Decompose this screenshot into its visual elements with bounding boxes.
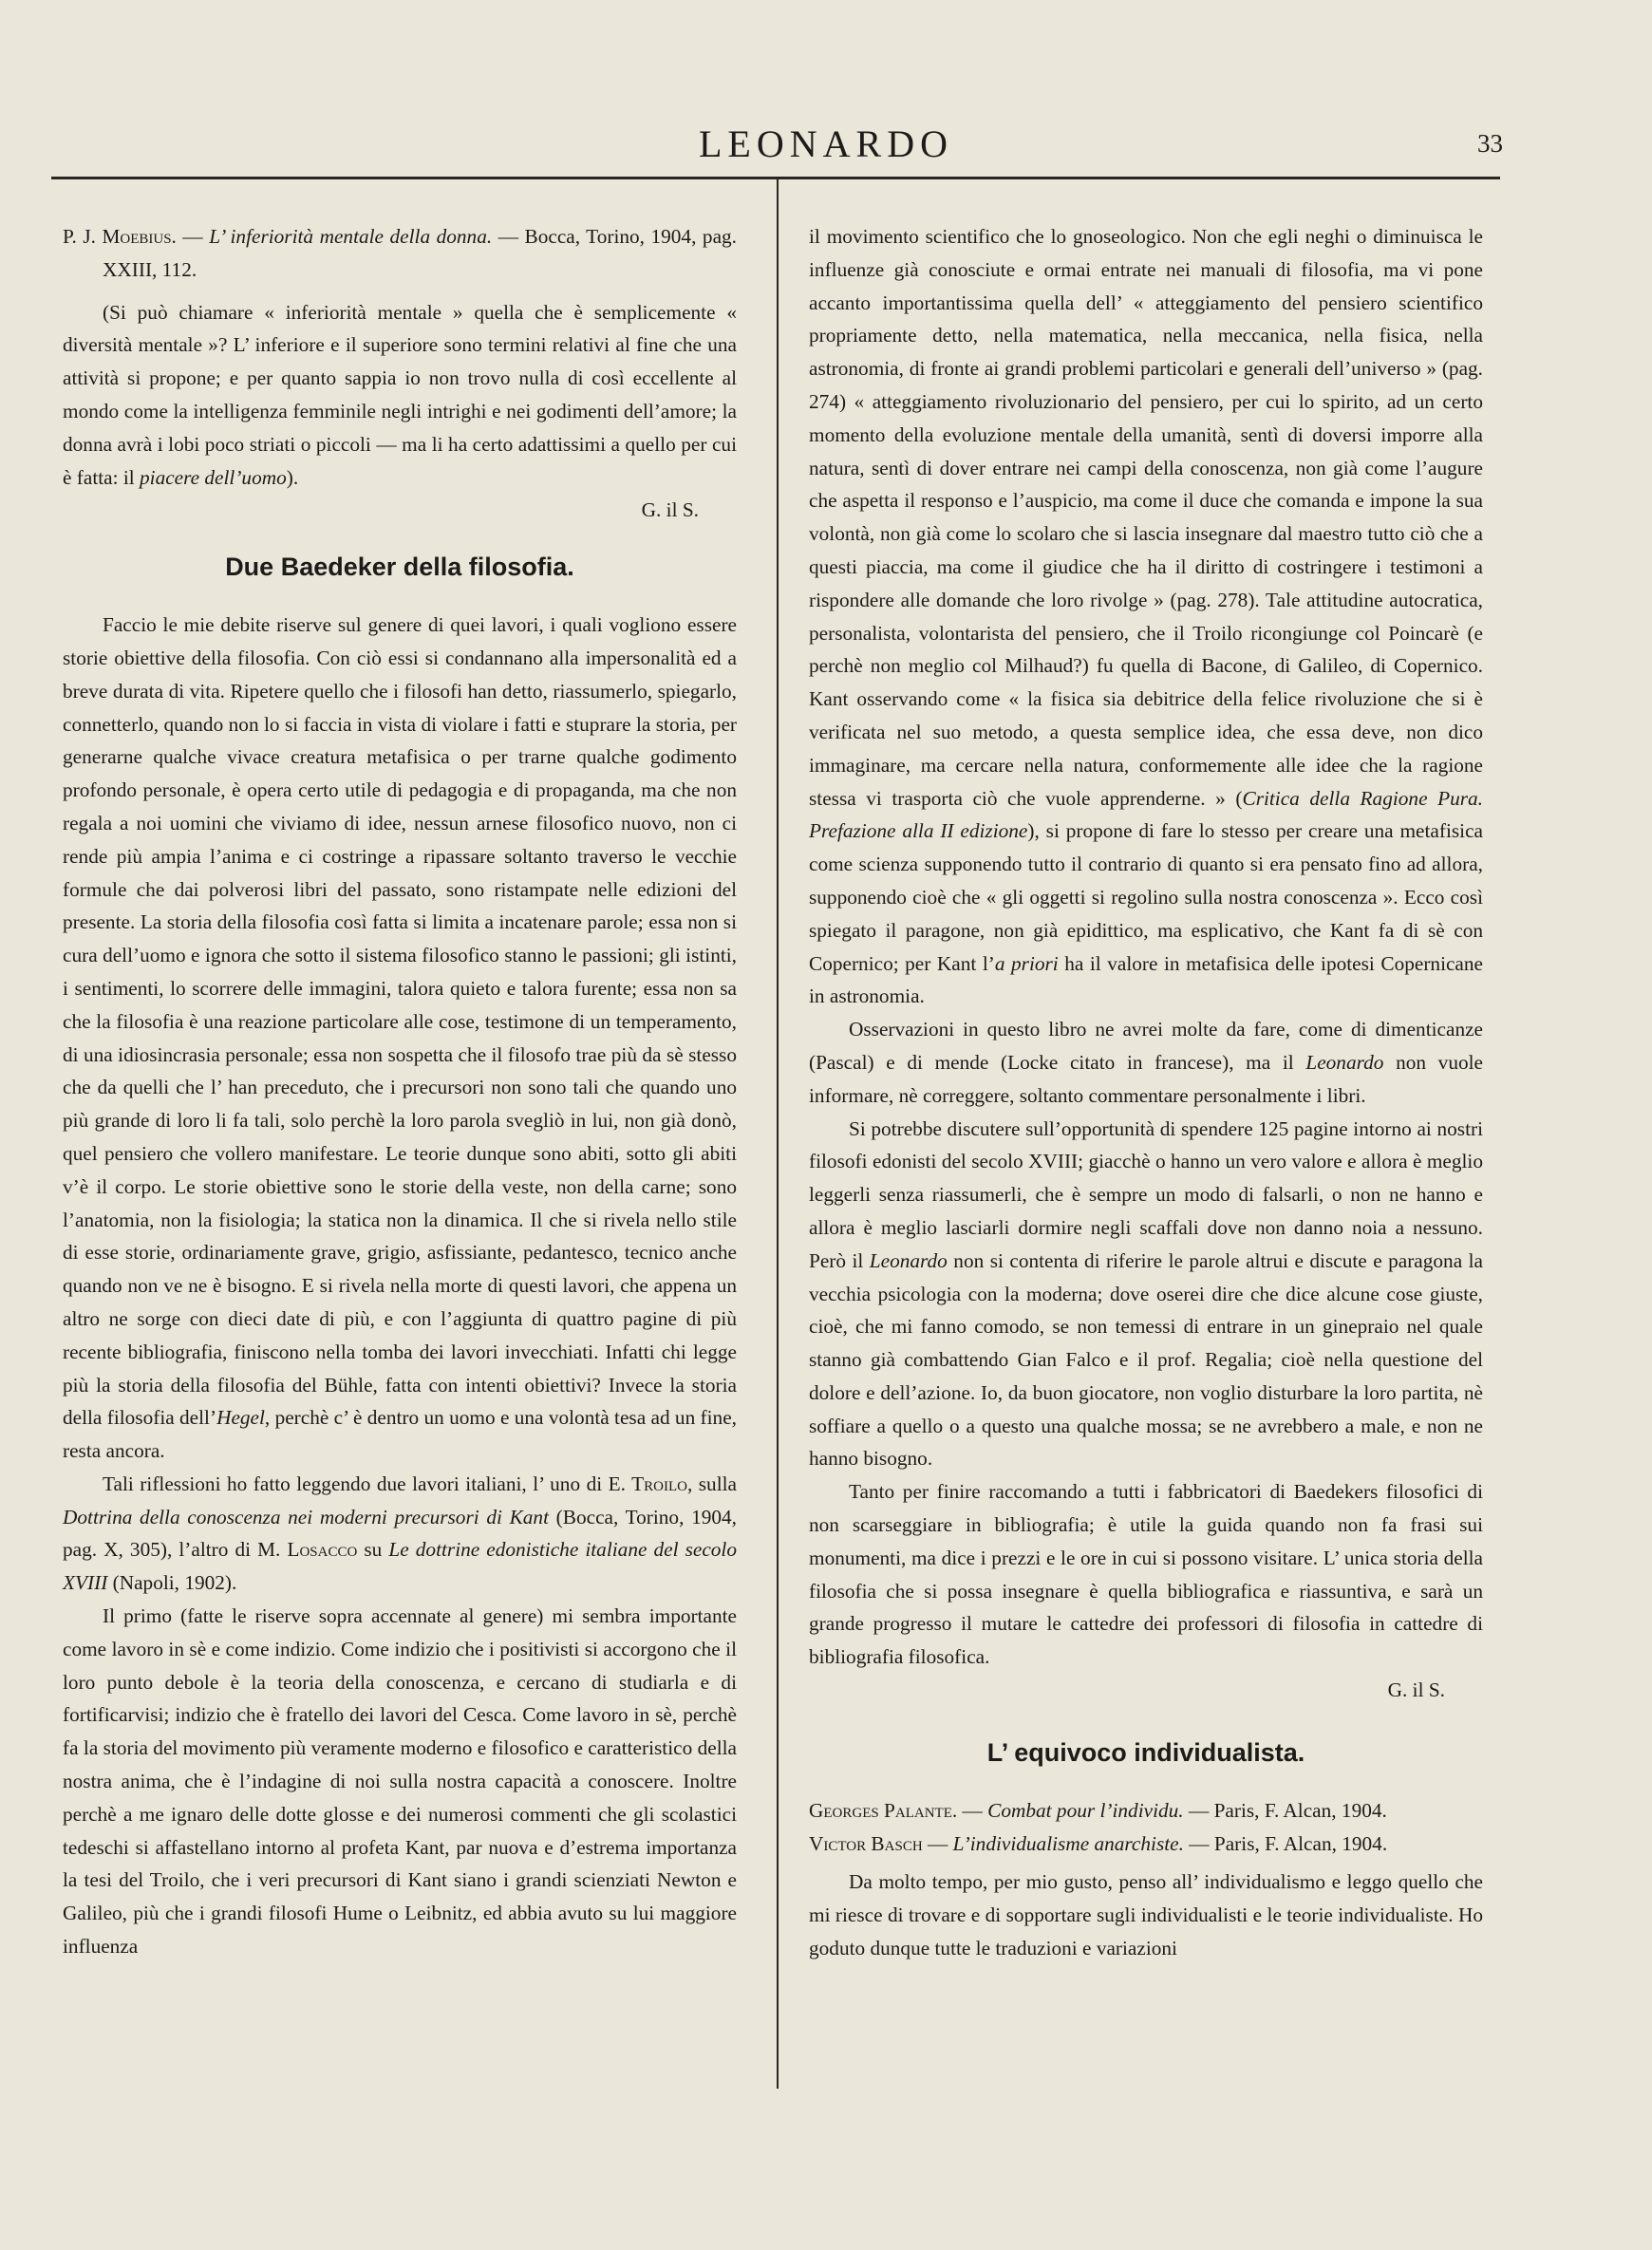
- section-title-individualista: L’ equivoco individualista.: [986, 1737, 1305, 1767]
- review-signature: G. il S.: [641, 498, 699, 522]
- right-column: [809, 220, 1483, 1965]
- paragraph: Faccio le mie debite riserve sul genere di quei lavori, i quali vogliono essere storie obiettive della filosofia. Con ciò essi si condannano alla impersonalità ed a breve durata di vita. Ripetere quello che i filosofi han detto, riassumerlo, spiegarlo, connetterlo, quando non lo si faccia in vista di violare i fatti e stuprare la storia, per generarne qualche vivace creatura metafisica o per trarne qualche godimento profondo personale, è opera certo utile di pedagogia e di propaganda, ma che non regala a noi uomini che viviamo di idee, nessun arnese filosofico nuovo, non ci rende più ampia l’anima e ci costringe a ripassare soltanto traverso le vecchie formule che dai polverosi libri del passato, sono ristampate nelle edizioni del presente. La storia della filosofia così fatta si limita a incatenare parole; essa non si cura dell’uomo e ignora che sotto il sistema filosofico stanno le passioni; gli istinti, i sentimenti, lo scorrere delle immagini, talora quieto e talora furente; essa non sa che la filosofia è una reazione particolare alle cose, testimone di un temperamento, di una idiosincrasia personale; essa non sospetta che il filosofo trae più da sè stesso che da quelli che l’ han preceduto, che i precursori non sono tali che quando uno più grande di loro li fa tali, solo perchè la loro parola svegliò in lui, non già donò, quel pensiero che vollero manifestare. Le teorie dunque sono abiti, sotto gli abiti v’è il corpo. Le storie obiettive sono le storie della veste, non della carne; sono l’anatomia, non la fisiologia; la statica non la dinamica. Il che si rivela nello stile di esse storie, ordinariamente grave, grigio, asfissiante, pedantesco, tecnico anche quando non ve ne è bisogno. E si rivela nella morte di questi lavori, che appena un altro ne sorge con dieci date di più, e con l’aggiunta di quattro pagine di più recente bibliografia, finiscono nella tomba dei lavori invecchiati. Infatti chi legge più la storia della filosofia del Bühle, fatta con intenti obiettivi? Invece la storia della filosofia dell’Hegel, perchè c’ è dentro un uomo e una volontà tesa ad un fine, resta ancora.: [63, 613, 737, 1463]
- paragraph: Tanto per finire raccomando a tutti i fabbricatori di Baedekers filosofici di non scarseggiare in bibliografia; è utile la guida quando non fa frasi sui monumenti, ma dice i prezzi e le ore in cui si possono visitare. L’ unica storia della filosofia che si possa insegnare è quella bibliografica e riassuntiva, e sarà un grande progresso il mutare le cattedre dei professori di filosofia in cattedre di bibliografia filosofica. G. il S.: [809, 1475, 1483, 1707]
- review-reference-basch: Victor Basch — L’individualisme anarchiste. — Paris, F. Alcan, 1904.: [809, 1831, 1388, 1855]
- paragraph: Si potrebbe discutere sull’opportunità di spendere 125 pagine intorno ai nostri filosofi edonisti del secolo XVIII; giacchè o hanno un vero valore e allora è meglio leggerli senza riassumerli, che è sempre un modo di falsarli, o non ne hanno e allora è meglio lasciarli dormire negli scaffali dove non danno noia a nessuno. Però il Leonardo non si contenta di riferire le parole altrui e discute e paragona la vecchia psicologia con la moderna; dove oserei dire che dice alcune cose giuste, cioè, che mi fanno comodo, se non temessi di entrare in un ginepraio nel quale stanno già combattendo Gian Falco e il prof. Regalia; cioè nella questione del dolore e dell’azione. Io, da buon giocatore, non voglio disturbare la loro partita, nè soffiare a quello o a questo una qualche mossa; se ne avrebbero a male, e non ne hanno bisogno.: [809, 1116, 1483, 1471]
- review-publisher: Bocca, Torino, 1904, pag. XXIII, 112.: [103, 225, 737, 281]
- review-reference-palante: Georges Palante. — Combat pour l’individu. — Paris, F. Alcan, 1904.: [809, 1798, 1387, 1822]
- page-number: 33: [1477, 129, 1503, 158]
- header-rule: [51, 177, 1500, 179]
- section-signature: G. il S.: [1387, 1678, 1445, 1702]
- left-column: [63, 220, 737, 1963]
- paragraph: il movimento scientifico che lo gnoseologico. Non che egli neghi o diminuisca le influenze già conosciute e ormai entrate nei manuali di filosofia, ma vi pone accanto importantissima quella dell’ « atteggiamento del pensiero scientifico propriamente detto, nella matematica, nella meccanica, nella fisica, nella astronomia, di fronte ai grandi problemi particolari e generali dell’universo » (pag. 274) « atteggiamento rivoluzionario del pensiero, per cui lo spirito, ad un certo momento della evoluzione mentale della umanità, sentì di doversi imporre alla natura, sentì di dover entrare nei campi della conoscenza, non già come l’augure che aspetta il responso e l’auspicio, ma come il duce che comanda e impone la sua volontà, non già come lo scolaro che si lascia insegnare dal maestro tutto ciò che a questi piaccia, ma come il giudice che ha il diritto di costringere i testimoni a rispondere alle domande che loro rivolge » (pag. 278). Tale attitudine autocratica, personalista, volontarista del pensiero, che il Troilo ricongiunge col Poincarè (e perchè non meglio col Milhaud?) fu quella di Bacone, di Galileo, di Copernico. Kant osservando come « la fisica sia debitrice della felice rivoluzione che si è verificata nel suo metodo, a questa semplice idea, che essa deve, non dico immaginare, ma cercare nella natura, conformemente alle idee che la ragione stessa vi trasporta ciò che vuole apprenderne. » (Critica della Ragione Pura. Prefazione alla II edizione), si propone di fare lo stesso per creare una metafisica come scienza supponendo tutto il contrario di quanto si era pensato fino ad allora, supponendo cioè che « gli oggetti si regolino sulla nostra conoscenza ». Ecco così spiegato il paragone, non già epidittico, ma esplicativo, che Kant fa di sè con Copernico; per Kant l’a priori ha il valore in metafisica delle ipotesi Copernicane in astronomia.: [809, 225, 1483, 1008]
- paragraph: Il primo (fatte le riserve sopra accennate al genere) mi sembra importante come lavoro in sè e come indizio. Come indizio che i positivisti si accorgono che il loro punto debole è la teoria della conoscenza, e cercano di studiarla e di fortificarvisi; indizio che è fratello dei lavori del Cesca. Come lavoro in sè, perchè fa la storia del movimento più veramente moderno e filosofico e caratteristico della nostra anima, che è l’indagine di noi sulla nostra capacità a conoscere. Inoltre perchè a me ignaro delle dotte glosse e dei numerosi commenti che gli scolastici tedeschi si affastellano intorno al profeta Kant, par nuova e d’estrema importanza la tesi del Troilo, che i veri precursori di Kant siano i grandi scienziati Newton e Galileo, più che i grandi filosofi Hume o Leibnitz, ed abbia avuto su lui maggiore influenza: [63, 1604, 737, 1959]
- review-author: P. J. Moebius.: [63, 225, 177, 248]
- column-divider: [777, 177, 779, 2089]
- paragraph: Da molto tempo, per mio gusto, penso all’ individualismo e leggo quello che mi riesce di trovare e di sopportare sugli individualisti e le teorie individualiste. Ho goduto dunque tutte le traduzioni e variazioni: [809, 1870, 1483, 1960]
- review-body: (Si può chiamare « inferiorità mentale » quella che è semplicemente « diversità mentale »? L’ inferiore e il superiore sono termini relativi al fine che una attività si propone; e per quanto sappia io non trovo nulla di così eccellente al mondo come la intelligenza femminile negli intrighi e nei godimenti dell’amore; la donna avrà i lobi poco striati o piccoli — ma li ha certo adattissimi a quello per cui è fatta: il piacere dell’uomo). G. il S.: [63, 296, 737, 528]
- paragraph: Tali riflessioni ho fatto leggendo due lavori italiani, l’ uno di E. Troilo, sulla Dottrina della conoscenza nei moderni precursori di Kant (Bocca, Torino, 1904, pag. X, 305), l’altro di M. Losacco su Le dottrine edonistiche italiane del secolo XVIII (Napoli, 1902).: [63, 1472, 737, 1595]
- review-reference-moebius: P. J. Moebius. — L’ inferiorità mentale della donna. — Bocca, Torino, 1904, pag. XXIII, 112.: [63, 225, 737, 281]
- section-title-baedeker: Due Baedeker della filosofia.: [225, 553, 574, 582]
- paragraph: Osservazioni in questo libro ne avrei molte da fare, come di dimenticanze (Pascal) e di mende (Locke citato in francese), ma il Leonardo non vuole informare, nè correggere, soltanto commentare personalmente i libri.: [809, 1018, 1483, 1107]
- review-book-title: L’ inferiorità mentale della donna.: [209, 225, 493, 248]
- running-title: LEONARDO: [699, 122, 953, 165]
